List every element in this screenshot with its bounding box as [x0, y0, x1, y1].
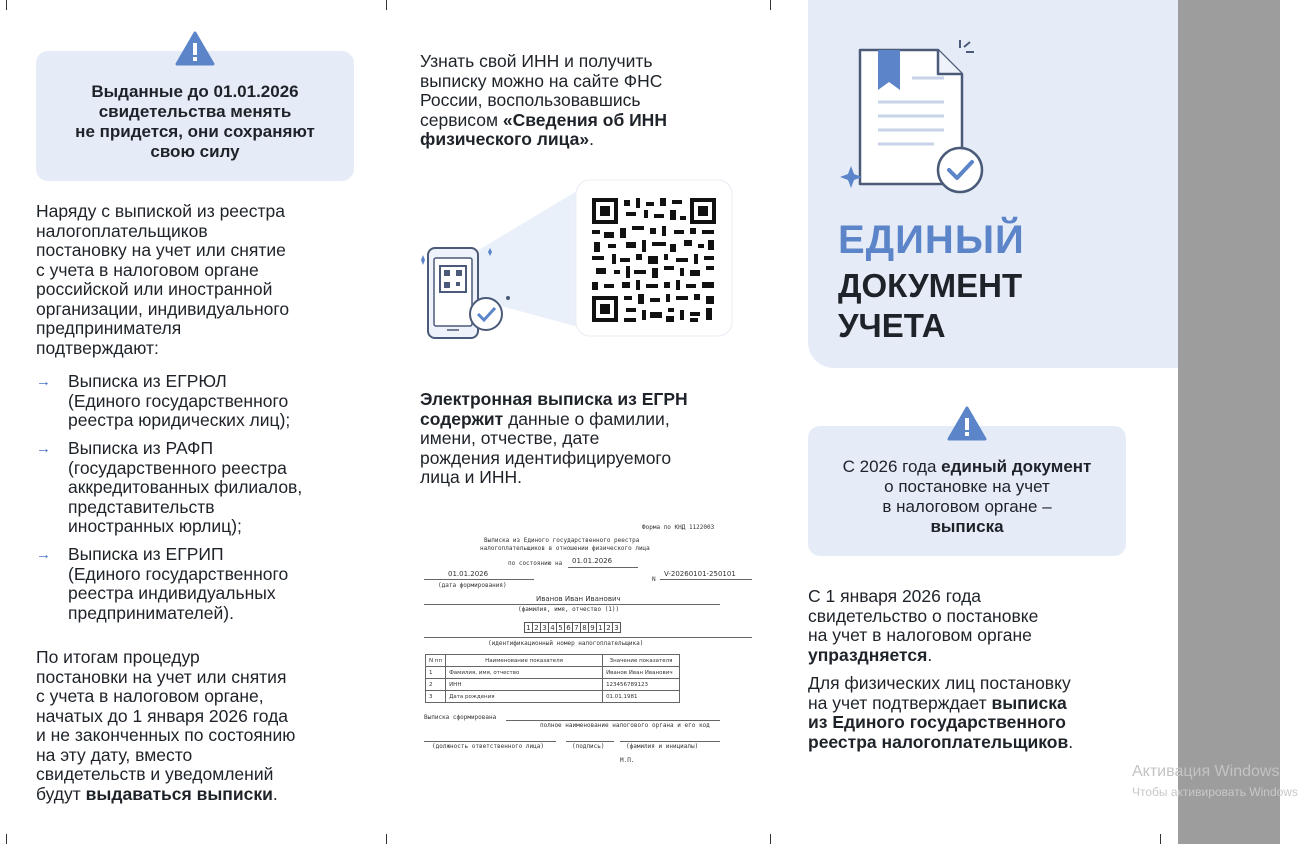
crop-mark: [386, 0, 387, 10]
left-callout: [36, 51, 354, 181]
text-line: постановку на учет или снятие: [36, 240, 286, 260]
warning-icon: [947, 406, 987, 442]
bold-fragment: выдаваться выписки: [85, 783, 273, 804]
doc-label: (идентификационный номер налогоплательщика): [488, 640, 644, 647]
text-fragment: .: [1068, 731, 1074, 752]
doc-underline: [566, 741, 614, 742]
text-line: Для физических лиц постановку: [808, 673, 1071, 693]
text-line: Наряду с выпиской из реестра: [36, 201, 286, 221]
text-line: иностранных юрлиц);: [68, 516, 242, 536]
table-cell: 1: [426, 667, 446, 679]
text-fragment: .: [589, 129, 594, 149]
doc-label: (фамилия и инициалы): [626, 743, 699, 750]
table-cell: Иванов Иван Иванович: [603, 667, 680, 679]
inn-digit: 1: [596, 622, 605, 633]
doc-label: (дата формирования): [438, 582, 507, 589]
right-paragraph-1: [808, 587, 1148, 665]
table-cell: 01.01.1981: [603, 691, 680, 703]
crop-mark: [6, 0, 7, 10]
text-line: [808, 646, 1148, 666]
table-head-cell: N пп: [426, 655, 446, 667]
inn-digit: 3: [540, 622, 549, 633]
text-line: [420, 390, 740, 410]
bold-fragment: выписка: [991, 692, 1067, 713]
crop-mark: [1160, 834, 1161, 844]
text-fragment: данные о фамилии,: [503, 408, 670, 429]
callout-line: свидетельства менять: [98, 102, 292, 121]
text-line: с учета в налоговом органе: [36, 259, 259, 280]
text-line: [420, 410, 740, 430]
inn-digit: 6: [564, 622, 573, 633]
inn-digit: 1: [524, 622, 533, 633]
crop-mark: [770, 834, 771, 844]
text-line: налогоплательщиков: [36, 220, 208, 241]
right-paragraph-2: [808, 674, 1148, 752]
text-fragment: на учет подтверждает: [808, 692, 992, 713]
bold-fragment: «Сведения об ИНН: [502, 109, 667, 130]
text-line: России, воспользовавшись: [420, 90, 641, 110]
text-fragment: сервисом: [420, 109, 503, 130]
doc-underline: [424, 637, 752, 638]
inn-digit: 5: [556, 622, 565, 633]
document-check-icon: [838, 38, 988, 198]
text-line: представительств: [68, 496, 215, 517]
table-cell: ИНН: [446, 679, 603, 691]
callout-line: не придется, они сохраняют: [75, 122, 315, 141]
text-line: [420, 130, 740, 150]
table-row: [426, 667, 680, 679]
doc-header: налогоплательщиков в отношении физического лица: [480, 545, 650, 552]
text-line: на учет в налоговом органе: [808, 625, 1032, 645]
table-cell: 2: [426, 679, 446, 691]
table-header: [426, 655, 680, 667]
text-line: свидетельств и уведомлений: [36, 764, 274, 784]
text-line: предпринимателя: [36, 318, 182, 338]
callout-line: [808, 457, 1126, 477]
text-line: выписку можно на сайте ФНС: [420, 70, 663, 91]
inn-digit: 8: [580, 622, 589, 633]
text-line: С 1 января 2026 года: [808, 586, 982, 606]
title-line: ДОКУМЕНТ: [838, 267, 1023, 304]
table-row: [426, 691, 680, 703]
doc-number: V-20260101-250101: [664, 570, 736, 578]
text-line: (Единого государственного: [68, 390, 289, 411]
text-line: российской или иностранной: [36, 279, 273, 299]
text-line: и не законченных по состоянию: [36, 725, 296, 745]
inn-digit: 4: [548, 622, 557, 633]
crop-mark: [386, 834, 387, 844]
title-main: [838, 266, 1022, 346]
text-line: предпринимателей).: [68, 602, 234, 623]
doc-underline: [620, 741, 720, 742]
bold-fragment: Электронная выписка из ЕГРН: [420, 389, 688, 409]
inn-digit: 7: [572, 622, 581, 633]
table-head-cell: Наименование показателя: [446, 655, 603, 667]
doc-label: по состоянию на: [508, 560, 563, 567]
text-fragment: .: [927, 644, 933, 665]
table-row: [426, 679, 680, 691]
doc-underline: [424, 579, 534, 580]
doc-table: [425, 654, 680, 703]
doc-header: Выписка из Единого государственного реестра: [484, 537, 640, 544]
text-line: свидетельство о постановке: [808, 605, 1039, 626]
doc-underline: [424, 604, 720, 605]
table-cell: 3: [426, 691, 446, 703]
bold-fragment: из Единого государственного: [808, 712, 1066, 732]
doc-inn-cells: [524, 622, 620, 633]
crop-mark: [770, 0, 771, 10]
table-cell: Фамилия, имя, отчество: [446, 667, 603, 679]
arrow-right-icon: →: [36, 546, 51, 563]
windows-activation-watermark: [1132, 756, 1298, 806]
gray-margin: [1178, 0, 1280, 844]
bold-fragment: реестра налогоплательщиков: [808, 731, 1069, 752]
text-line: на эту дату, вместо: [36, 744, 193, 765]
watermark-line: Активация Windows: [1132, 763, 1280, 780]
doc-underline: [506, 720, 720, 721]
inn-paragraph: [420, 52, 740, 150]
right-callout: [808, 426, 1126, 556]
title-accent: ЕДИНЫЙ: [838, 218, 1025, 262]
text-line: реестра индивидуальных: [68, 583, 276, 603]
text-line: [808, 733, 1148, 753]
inn-digit: 2: [532, 622, 541, 633]
left-outro: [36, 648, 376, 804]
bullet-title: Выписка из ЕГРЮЛ: [68, 371, 227, 391]
bullet-title: Выписка из ЕГРИП: [68, 544, 224, 564]
text-line: (Единого государственного: [68, 563, 289, 584]
doc-label: (подпись): [572, 743, 605, 750]
doc-underline: [660, 579, 752, 580]
text-line: реестра юридических лиц);: [68, 410, 291, 430]
bold-fragment: содержит: [420, 408, 504, 429]
inn-digit: 3: [612, 622, 621, 633]
bullet-title: Выписка из РАФП: [68, 438, 214, 458]
watermark-line: Чтобы активировать Windows: [1132, 785, 1298, 799]
text-line: с учета в налоговом органе,: [36, 686, 264, 706]
doc-label: полное наименование налогового органа и его код: [540, 722, 710, 729]
doc-form-code: Форма по КНД 1122003: [642, 524, 715, 531]
text-line: постановки на учет или снятия: [36, 666, 287, 687]
text-line: [808, 694, 1148, 714]
table-cell: 123456789123: [603, 679, 680, 691]
bold-fragment: упраздняется: [808, 644, 928, 665]
left-intro: [36, 202, 376, 358]
text-fragment: .: [272, 783, 278, 804]
inn-digit: 9: [588, 622, 597, 633]
title-line: УЧЕТА: [838, 307, 946, 344]
arrow-right-icon: →: [36, 440, 51, 457]
doc-label: Выписка сформирована: [424, 714, 497, 721]
text-line: организации, индивидуального: [36, 298, 290, 319]
text-line: [36, 785, 376, 805]
doc-date: 01.01.2026: [448, 570, 489, 578]
text-line: подтверждают:: [36, 337, 159, 358]
text-line: По итогам процедур: [36, 647, 200, 667]
doc-label: (фамилия, имя, отчество (1)): [518, 606, 620, 613]
doc-underline: [424, 741, 556, 742]
table-head-cell: Значение показателя: [603, 655, 680, 667]
warning-icon: [175, 31, 215, 67]
table-cell: Дата рождения: [446, 691, 603, 703]
doc-stamp-place: М.П.: [620, 757, 635, 764]
callout-line: свою силу: [150, 142, 240, 161]
text-fragment: С 2026 года: [842, 457, 942, 476]
text-line: лица и ИНН.: [420, 467, 522, 487]
callout-line: [808, 517, 1126, 537]
inn-digit: 2: [604, 622, 613, 633]
text-line: Узнать свой ИНН и получить: [420, 51, 653, 71]
text-line: [808, 713, 1148, 733]
doc-label: (должность ответственного лица): [432, 743, 544, 750]
text-fragment: будут: [36, 783, 86, 804]
text-line: рождения идентифицируемого: [420, 447, 672, 468]
text-line: [420, 111, 740, 131]
text-line: (государственного реестра: [68, 457, 287, 478]
doc-label: N: [652, 576, 656, 583]
doc-underline: [568, 567, 638, 568]
doc-fio: Иванов Иван Иванович: [536, 595, 621, 603]
text-line: имени, отчестве, дате: [420, 428, 600, 448]
callout-line: Выданные до 01.01.2026: [91, 82, 299, 101]
bold-fragment: физического лица»: [420, 129, 590, 149]
bold-fragment: выписка: [930, 517, 1004, 536]
doc-as-of-date: 01.01.2026: [572, 557, 613, 565]
bold-fragment: единый документ: [941, 457, 1092, 476]
crop-mark: [6, 834, 7, 844]
text-line: начатых до 1 января 2026 года: [36, 705, 289, 726]
qr-code: [590, 196, 718, 324]
callout-line: в налоговом органе –: [882, 497, 1052, 516]
text-line: аккредитованных филиалов,: [68, 477, 303, 497]
callout-line: о постановке на учет: [884, 477, 1050, 496]
sample-extract-document: [420, 520, 756, 770]
egrn-paragraph: [420, 390, 740, 488]
arrow-right-icon: →: [36, 373, 51, 390]
